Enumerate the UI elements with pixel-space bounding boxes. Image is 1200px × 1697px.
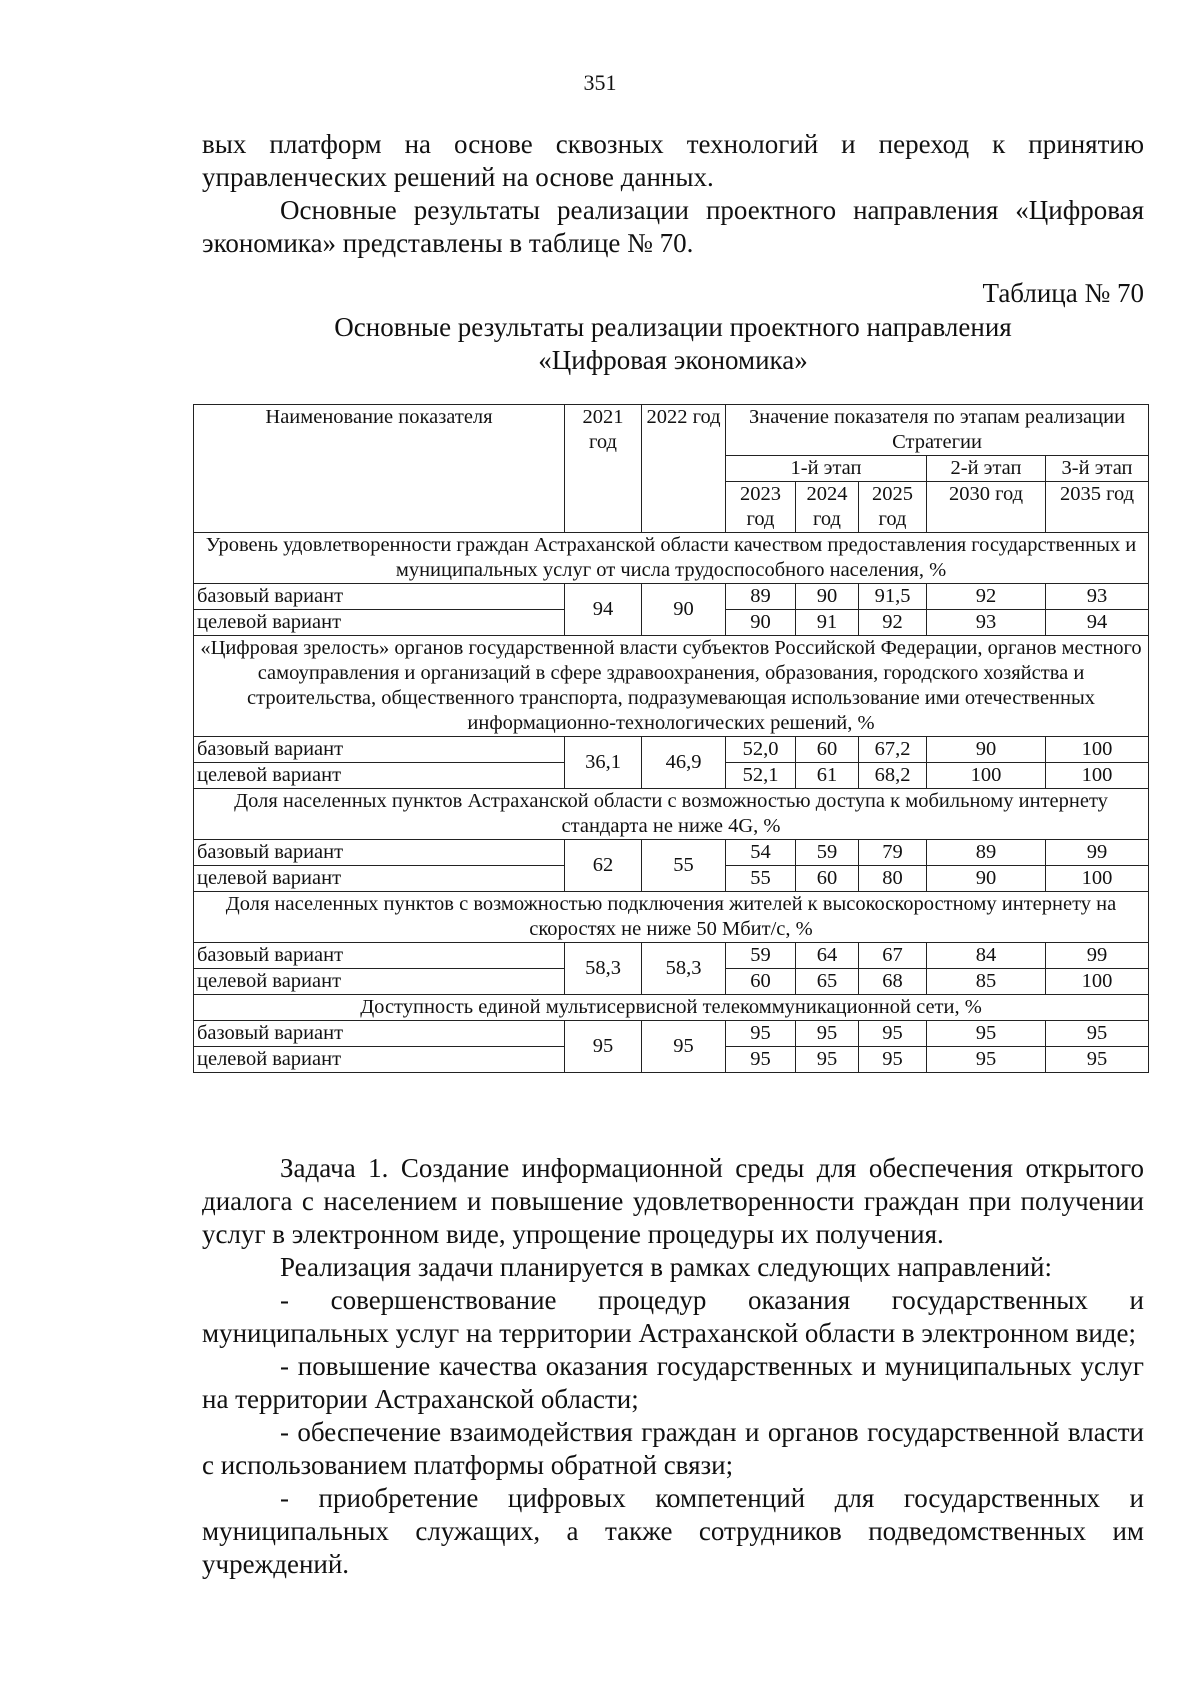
page-number: 351 bbox=[583, 70, 617, 95]
variant-label: целевой вариант bbox=[194, 610, 565, 636]
stage-value: 60 bbox=[796, 866, 859, 892]
table-title-line-2: «Цифровая экономика» bbox=[538, 345, 808, 375]
stage-value: 95 bbox=[796, 1047, 859, 1073]
stage-value: 55 bbox=[726, 866, 796, 892]
stage-value: 90 bbox=[927, 737, 1046, 763]
header-2022: 2022 год bbox=[642, 405, 726, 533]
header-stage-3: 3-й этап bbox=[1046, 456, 1149, 482]
header-2025: 2025 год bbox=[859, 482, 927, 533]
indicator-title: Уровень удовлетворенности граждан Астраханской области качеством предоставления государственных и муниципальных услуг от числа трудоспособного населения, % bbox=[194, 533, 1149, 584]
results-table bbox=[193, 404, 1149, 1073]
indicator-title: «Цифровая зрелость» органов государственной власти субъектов Российской Федерации, органов местного самоуправления и организаций в сфере здравоохранения, образования, городского хозяйства и строительства, общественного транспорта, подразумевающая использование ими отечественных информационно-технологических решений, % bbox=[194, 636, 1149, 737]
stage-value: 95 bbox=[859, 1021, 927, 1047]
stage-value: 90 bbox=[726, 610, 796, 636]
variant-label: целевой вариант bbox=[194, 1047, 565, 1073]
task-block bbox=[202, 1152, 1144, 1581]
value-2021: 36,1 bbox=[565, 737, 642, 789]
table-row bbox=[194, 1021, 1149, 1047]
task-direction-item: - обеспечение взаимодействия граждан и органов государственной власти с использованием платформы обратной связи; bbox=[202, 1417, 1144, 1480]
indicator-title-row bbox=[194, 789, 1149, 840]
stage-value: 80 bbox=[859, 866, 927, 892]
header-2024: 2024 год bbox=[796, 482, 859, 533]
header-stages: Значение показателя по этапам реализации Стратегии bbox=[726, 405, 1149, 456]
header-2030: 2030 год bbox=[927, 482, 1046, 533]
task-direction-item: - повышение качества оказания государственных и муниципальных услуг на территории Астраханской области; bbox=[202, 1351, 1144, 1414]
stage-value: 100 bbox=[927, 763, 1046, 789]
variant-label: базовый вариант bbox=[194, 737, 565, 763]
intro-block bbox=[202, 128, 1144, 260]
table-row bbox=[194, 737, 1149, 763]
stage-value: 68,2 bbox=[859, 763, 927, 789]
stage-value: 95 bbox=[859, 1047, 927, 1073]
header-2023: 2023 год bbox=[726, 482, 796, 533]
stage-value: 67 bbox=[859, 943, 927, 969]
intro-paragraph-1: вых платформ на основе сквозных технологий и переход к принятию управленческих решений на основе данных. bbox=[202, 129, 1144, 192]
variant-label: базовый вариант bbox=[194, 943, 565, 969]
indicator-title: Доля населенных пунктов Астраханской области с возможностью доступа к мобильному интернету стандарта не ниже 4G, % bbox=[194, 789, 1149, 840]
header-indicator-name: Наименование показателя bbox=[194, 405, 565, 533]
stage-value: 100 bbox=[1046, 737, 1149, 763]
stage-value: 68 bbox=[859, 969, 927, 995]
table-row bbox=[194, 943, 1149, 969]
table-title bbox=[202, 311, 1144, 377]
indicator-title-row bbox=[194, 892, 1149, 943]
stage-value: 94 bbox=[1046, 610, 1149, 636]
header-2021: 2021 год bbox=[565, 405, 642, 533]
variant-label: целевой вариант bbox=[194, 866, 565, 892]
table-title-line-1: Основные результаты реализации проектного направления bbox=[334, 312, 1012, 342]
stage-value: 59 bbox=[726, 943, 796, 969]
stage-value: 95 bbox=[927, 1047, 1046, 1073]
table-label: Таблица № 70 bbox=[982, 278, 1144, 308]
value-2022: 55 bbox=[642, 840, 726, 892]
value-2021: 94 bbox=[565, 584, 642, 636]
task-paragraph-2: Реализация задачи планируется в рамках следующих направлений: bbox=[280, 1252, 1052, 1282]
value-2021: 62 bbox=[565, 840, 642, 892]
stage-value: 92 bbox=[927, 584, 1046, 610]
task-directions-list bbox=[202, 1284, 1144, 1581]
variant-label: базовый вариант bbox=[194, 584, 565, 610]
value-2021: 58,3 bbox=[565, 943, 642, 995]
stage-value: 91,5 bbox=[859, 584, 927, 610]
stage-value: 79 bbox=[859, 840, 927, 866]
stage-value: 89 bbox=[927, 840, 1046, 866]
variant-label: базовый вариант bbox=[194, 1021, 565, 1047]
stage-value: 95 bbox=[726, 1047, 796, 1073]
task-direction-item: - совершенствование процедур оказания государственных и муниципальных услуг на территории Астраханской области в электронном виде; bbox=[202, 1285, 1144, 1348]
value-2022: 90 bbox=[642, 584, 726, 636]
stage-value: 52,0 bbox=[726, 737, 796, 763]
intro-paragraph-2: Основные результаты реализации проектного направления «Цифровая экономика» представлены в таблице № 70. bbox=[202, 195, 1144, 258]
stage-value: 91 bbox=[796, 610, 859, 636]
header-stage-2: 2-й этап bbox=[927, 456, 1046, 482]
stage-value: 67,2 bbox=[859, 737, 927, 763]
stage-value: 60 bbox=[726, 969, 796, 995]
stage-value: 95 bbox=[726, 1021, 796, 1047]
variant-label: целевой вариант bbox=[194, 763, 565, 789]
task-paragraph-1: Задача 1. Создание информационной среды для обеспечения открытого диалога с населением и повышение удовлетворенности граждан при получении услуг в электронном виде, упрощение процедуры их получения. bbox=[202, 1153, 1144, 1249]
stage-value: 54 bbox=[726, 840, 796, 866]
variant-label: базовый вариант bbox=[194, 840, 565, 866]
stage-value: 93 bbox=[1046, 584, 1149, 610]
indicator-title-row bbox=[194, 533, 1149, 584]
value-2022: 46,9 bbox=[642, 737, 726, 789]
stage-value: 90 bbox=[796, 584, 859, 610]
header-stage-1: 1-й этап bbox=[726, 456, 927, 482]
stage-value: 92 bbox=[859, 610, 927, 636]
stage-value: 93 bbox=[927, 610, 1046, 636]
stage-value: 60 bbox=[796, 737, 859, 763]
value-2022: 95 bbox=[642, 1021, 726, 1073]
stage-value: 90 bbox=[927, 866, 1046, 892]
value-2021: 95 bbox=[565, 1021, 642, 1073]
variant-label: целевой вариант bbox=[194, 969, 565, 995]
stage-value: 65 bbox=[796, 969, 859, 995]
stage-value: 99 bbox=[1046, 840, 1149, 866]
table-row bbox=[194, 840, 1149, 866]
stage-value: 95 bbox=[927, 1021, 1046, 1047]
stage-value: 95 bbox=[1046, 1021, 1149, 1047]
stage-value: 52,1 bbox=[726, 763, 796, 789]
task-direction-item: - приобретение цифровых компетенций для государственных и муниципальных служащих, а также сотрудников подведомственных им учреждений. bbox=[202, 1483, 1144, 1579]
stage-value: 89 bbox=[726, 584, 796, 610]
indicator-title: Доступность единой мультисервисной телекоммуникационной сети, % bbox=[194, 995, 1149, 1021]
indicator-title: Доля населенных пунктов с возможностью подключения жителей к высокоскоростному интернету на скоростях не ниже 50 Мбит/с, % bbox=[194, 892, 1149, 943]
table-header-row-1 bbox=[194, 405, 1149, 456]
table-row bbox=[194, 584, 1149, 610]
stage-value: 100 bbox=[1046, 866, 1149, 892]
stage-value: 64 bbox=[796, 943, 859, 969]
header-2035: 2035 год bbox=[1046, 482, 1149, 533]
value-2022: 58,3 bbox=[642, 943, 726, 995]
stage-value: 61 bbox=[796, 763, 859, 789]
stage-value: 95 bbox=[796, 1021, 859, 1047]
indicator-title-row bbox=[194, 636, 1149, 737]
stage-value: 95 bbox=[1046, 1047, 1149, 1073]
stage-value: 100 bbox=[1046, 763, 1149, 789]
stage-value: 59 bbox=[796, 840, 859, 866]
stage-value: 100 bbox=[1046, 969, 1149, 995]
stage-value: 99 bbox=[1046, 943, 1149, 969]
stage-value: 84 bbox=[927, 943, 1046, 969]
stage-value: 85 bbox=[927, 969, 1046, 995]
indicator-title-row bbox=[194, 995, 1149, 1021]
